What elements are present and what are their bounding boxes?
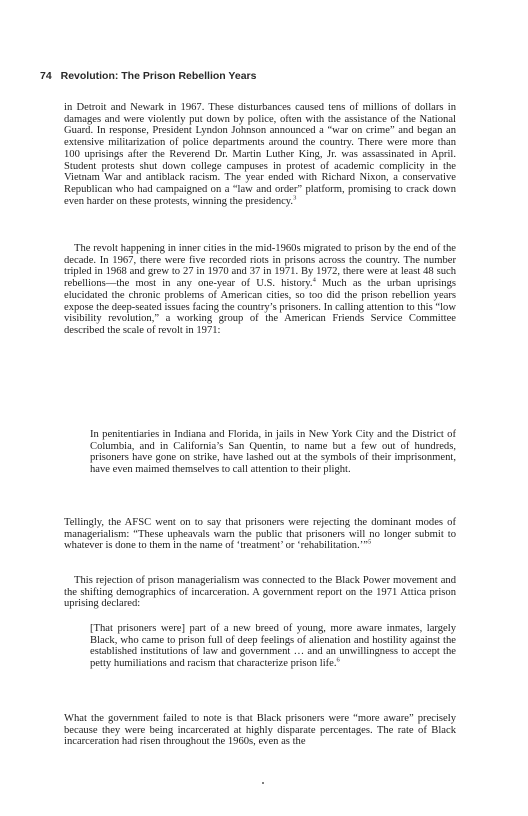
paragraph-4 <box>64 575 456 610</box>
page-mark <box>262 782 264 784</box>
footnote-ref-5: 5 <box>367 538 372 546</box>
paragraph-1 <box>64 102 456 207</box>
footnote-ref-3: 3 <box>293 194 297 202</box>
paragraph-5 <box>64 713 456 748</box>
paragraph-4-text: This rejection of prison managerialism was connected to the Black Power movement and the shifting demographics of incarceration. A government report on the 1971 Attica prison uprising declared: <box>64 575 456 610</box>
paragraph-5-text: What the government failed to note is that Black prisoners were “more aware” precisely because they were being incarcerated at highly disparate percentages. The rate of Black incarceration had risen throughout the 1960s, even as the <box>64 713 456 748</box>
footnote-ref-6: 6 <box>336 656 340 664</box>
page-number: 74 <box>40 70 52 82</box>
paragraph-2-text-b: Much as the urban uprisings elucidated the chronic problems of American cities, so too did the prison rebellion years expose the deep-seated issues facing the country’s prisoners. In calling attention to this “low visibility revolution,” a working group of the American Friends Service Committee described the scale of revolt in 1971: <box>64 278 457 336</box>
paragraph-1-text: in Detroit and Newark in 1967. These disturbances caused tens of millions of dollars in damages and were violently put down by police, often with the assistance of the National Guard. In response, President Lyndon Johnson announced a “war on crime” and began an extensive militarization of police departments around the country. There were more than 100 uprisings after the Reverend Dr. Martin Luther King, Jr. was assassinated in April. Student protests shut down college campuses in protest of academic complicity in the Vietnam War and antiblack racism. The year ended with Richard Nixon, a conservative Republican who had campaigned on a “law and order” platform, promising to crack down even harder on these protests, winning the presidency. <box>64 102 456 207</box>
footnote-ref-4: 4 <box>312 276 316 284</box>
paragraph-2-text-a: The revolt happening in inner cities in the mid-1960s migrated to prison by the end of the decade. In 1967, there were five recorded riots in prisons across the country. The number tripled in 1968 and grew to 27 in 1970 and 37 in 1971. By 1972, there were at least 48 such rebellions—the most in any one-year of U.S. history. <box>64 243 456 290</box>
paragraph-3-text: Tellingly, the AFSC went on to say that prisoners were rejecting the dominant modes of managerialism: “These upheavals warn the public that prisoners will no longer submit to whatever is done to them in the name of ‘treatment’ or ‘rehabilitation.’” <box>64 517 456 552</box>
block-quote-2-text: [That prisoners were] part of a new breed of young, more aware inmates, largely Black, who came to prison full of deep feelings of alienation and hostility against the established institutions of law and government … and an unwillingness to accept the petty humiliations and racism that characterize prison life. <box>90 623 456 670</box>
block-quote-1 <box>90 429 456 476</box>
running-title: Revolution: The Prison Rebellion Years <box>60 70 257 82</box>
paragraph-2 <box>64 243 456 337</box>
running-header <box>40 70 256 82</box>
block-quote-1-text: In penitentiaries in Indiana and Florida, in jails in New York City and the District of Columbia, and in California’s San Quentin, to name but a few out of hundreds, prisoners have gone on strike, have lashed out at the symbols of their imprisonment, have even maimed themselves to call attention to their plight. <box>90 429 456 476</box>
block-quote-2 <box>90 623 456 670</box>
paragraph-3 <box>64 517 456 552</box>
